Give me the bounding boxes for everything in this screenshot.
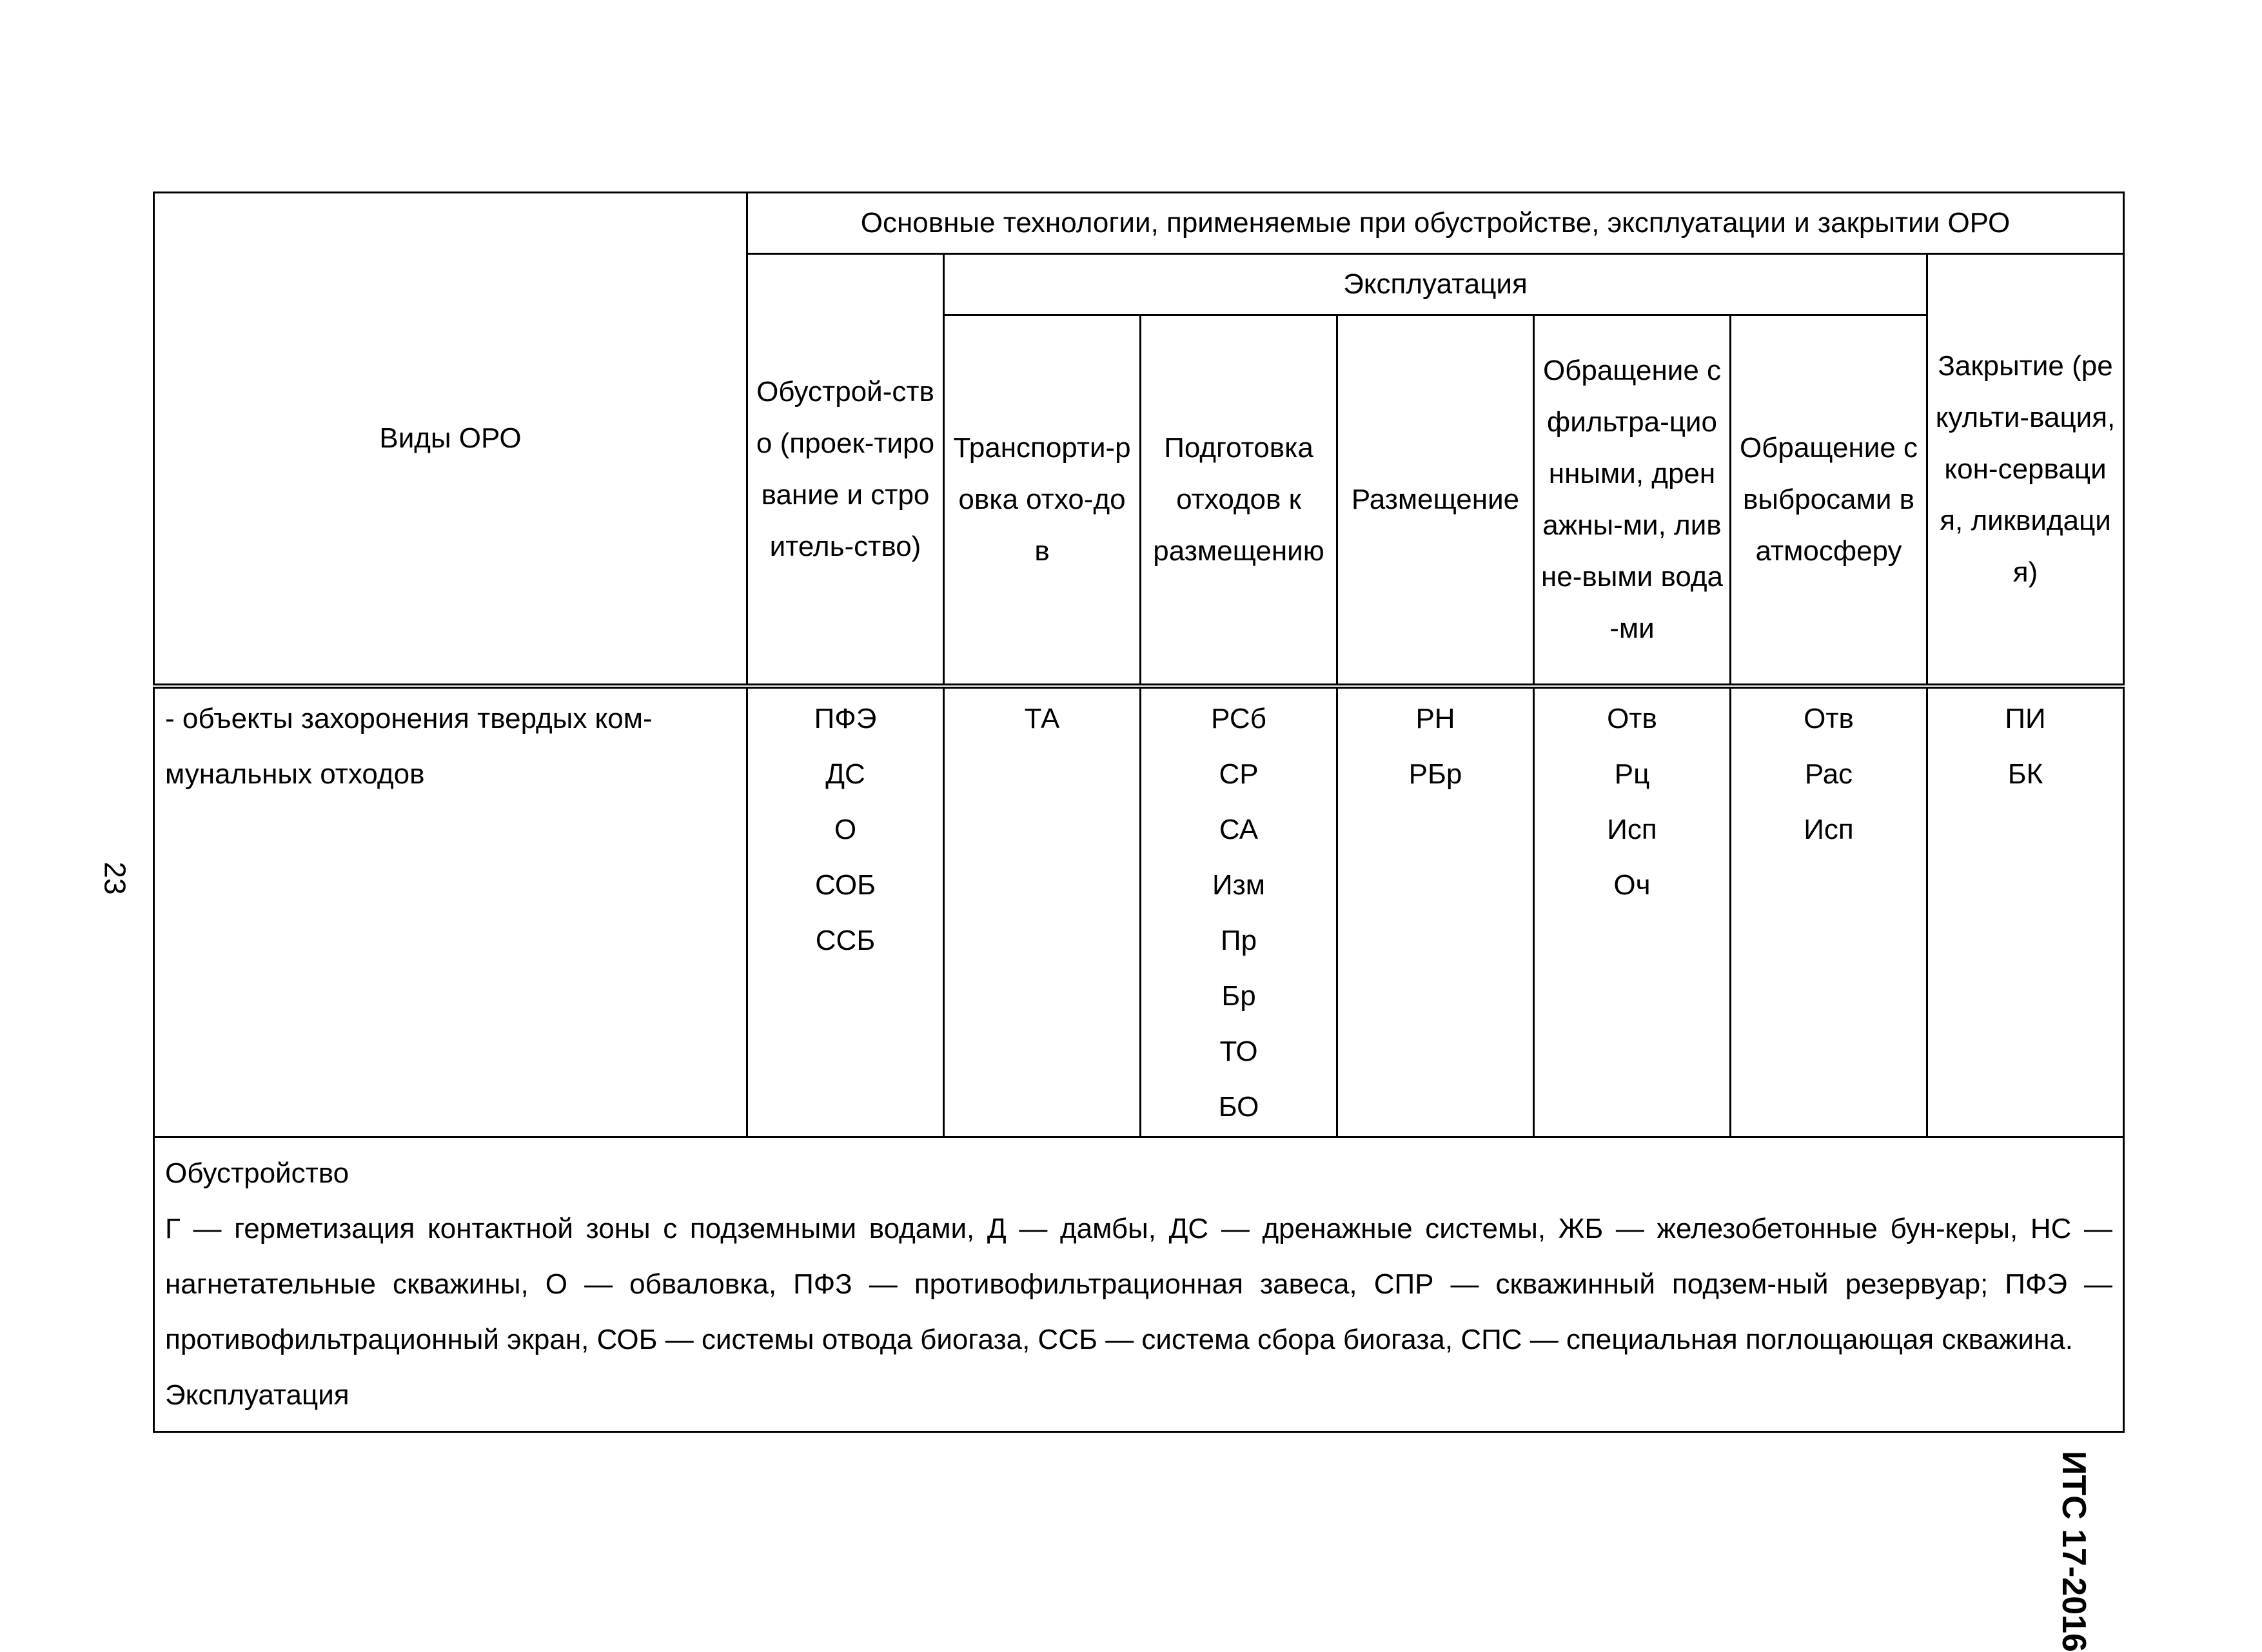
- code-list: [1338, 691, 1533, 802]
- code-item: Пр: [1220, 925, 1257, 956]
- code-item: О: [834, 814, 857, 845]
- code-item: РСб: [1211, 703, 1266, 734]
- header-operation: [944, 254, 1927, 315]
- code-item: ТО: [1219, 1036, 1258, 1067]
- closure-codes-cell: [1927, 686, 2124, 1137]
- water-codes-cell: [1534, 686, 1731, 1137]
- code-item: РБр: [1408, 758, 1462, 790]
- emissions-codes-cell: [1731, 686, 1927, 1137]
- setup-codes-cell: [747, 686, 944, 1137]
- legend-setup-title: Обустройство: [165, 1157, 349, 1189]
- code-list: [1731, 691, 1926, 858]
- header-transport-label: Транспорти-ровка отхо-дов: [953, 432, 1131, 567]
- code-item: ПИ: [2005, 703, 2046, 734]
- code-list: [1535, 691, 1729, 913]
- code-item: СР: [1219, 758, 1259, 790]
- header-preparation: [1141, 315, 1337, 687]
- header-main-technologies: [747, 193, 2124, 254]
- header-transport: [944, 315, 1141, 687]
- code-list: [945, 691, 1139, 747]
- header-placement-label: Размещение: [1351, 484, 1520, 515]
- header-preparation-label: Подготовка отходов к размещению: [1153, 432, 1324, 567]
- code-item: БО: [1218, 1091, 1259, 1123]
- code-item: ПФЭ: [814, 703, 877, 734]
- code-item: Рц: [1614, 758, 1650, 790]
- technologies-table: [153, 192, 2125, 1433]
- code-item: ТА: [1024, 703, 1060, 734]
- header-water-handling: [1534, 315, 1731, 687]
- code-item: Оч: [1613, 869, 1651, 901]
- header-placement: [1337, 315, 1534, 687]
- code-item: Исп: [1607, 814, 1657, 845]
- header-main-technologies-label: Основные технологии, применяемые при обустройстве, эксплуатации и закрытии ОРО: [860, 207, 2011, 239]
- document-code: ИТС 17-2016: [2055, 1451, 2092, 1652]
- code-list: [1141, 691, 1336, 1135]
- header-setup-label: Обустрой-ство (проек-тирование и строитель-ство): [756, 375, 935, 562]
- legend-operation-title: Эксплуатация: [165, 1379, 349, 1411]
- code-item: Отв: [1607, 703, 1657, 734]
- legend-row: [154, 1137, 2124, 1432]
- object-type-cell: - объекты захоронения твердых ком-мунальных отходов: [154, 686, 747, 1137]
- header-emissions-handling: [1731, 315, 1927, 687]
- code-item: РН: [1415, 703, 1455, 734]
- legend-setup-text: Г — герметизация контактной зоны с подземными водами, Д — дамбы, ДС — дренажные системы, ЖБ — железобетонные бун-керы, НС — нагнетательные скважины, О — обваловка, ПФЗ — противофильтрационная завеса, СПР — скважинный подзем-ный резервуар; ПФЭ — противофильтрационный экран, СОБ — системы отвода биогаза, ССБ — система сбора биогаза, СПС — специальная поглощающая скважина.: [165, 1213, 2113, 1355]
- header-closure: [1927, 254, 2124, 687]
- preparation-codes-cell: [1141, 686, 1337, 1137]
- header-setup: [747, 254, 944, 687]
- code-list: [1928, 691, 2123, 802]
- header-oro-types: [154, 193, 747, 687]
- code-item: Исп: [1804, 814, 1854, 845]
- code-list: [748, 691, 943, 969]
- legend-cell: [154, 1137, 2124, 1432]
- code-item: Бр: [1221, 980, 1256, 1012]
- code-item: Изм: [1212, 869, 1266, 901]
- header-closure-label: Закрытие (рекульти-вация, кон-сервация, ликвидация): [1935, 349, 2116, 588]
- code-item: Отв: [1804, 703, 1854, 734]
- code-item: ДС: [825, 758, 865, 790]
- page-number: 23: [98, 861, 132, 895]
- code-item: ССБ: [815, 925, 876, 956]
- code-item: Рас: [1804, 758, 1853, 790]
- table-row: [154, 686, 2124, 1137]
- placement-codes-cell: [1337, 686, 1534, 1137]
- code-item: БК: [2007, 758, 2043, 790]
- code-item: СОБ: [815, 869, 876, 901]
- header-emissions-handling-label: Обращение с выбросами в атмосферу: [1739, 432, 1918, 567]
- transport-codes-cell: [944, 686, 1141, 1137]
- header-water-handling-label: Обращение с фильтра-ционными, дренажны-ми, ливне-выми вода-ми: [1541, 355, 1724, 644]
- header-oro-types-label: Виды ОРО: [379, 422, 522, 454]
- header-operation-label: Эксплуатация: [1343, 268, 1528, 300]
- code-item: СА: [1219, 814, 1259, 845]
